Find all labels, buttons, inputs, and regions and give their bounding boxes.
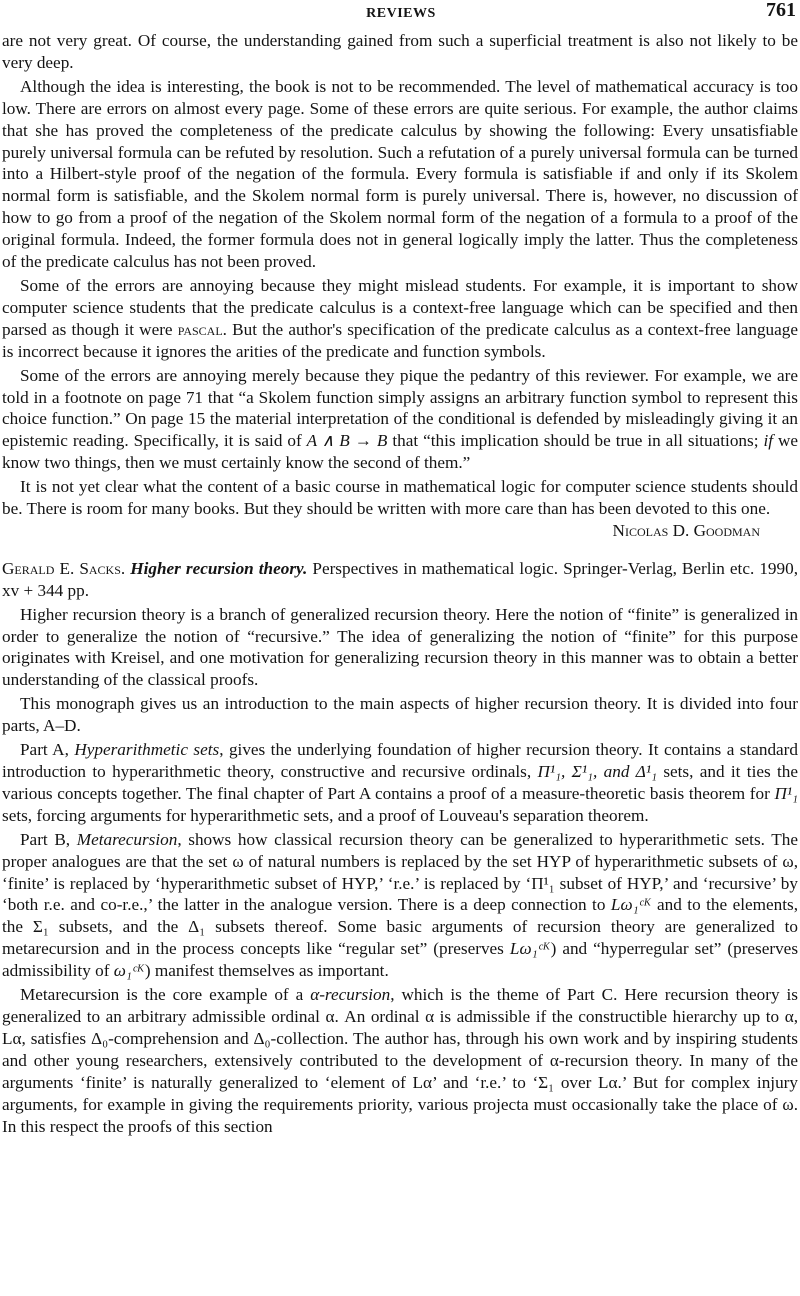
running-title: REVIEWS: [366, 6, 436, 21]
review2-p5-alpha: α-recursion: [310, 985, 391, 1005]
review1-p3-text-c: we know two things, then we must certainly know the second of them.”: [2, 431, 798, 473]
review2-author: Gerald E. Sacks.: [2, 558, 126, 578]
review2-p3-text-c: sets, forcing arguments for hyperarithmetic sets, and a proof of Louveau's separation theorem.: [2, 805, 649, 825]
page-number: 761: [766, 0, 796, 21]
review2-paragraph-5: [2, 984, 798, 1137]
review1-p2-text-b: . But the author's specification of the predicate calculus as a context-free language is incorrect because it ignores the arities of the predicate and function symbols.: [2, 319, 799, 361]
review2-p5-text-a: Metarecursion is the core example of a: [20, 985, 311, 1005]
review2-citation: Perspectives in mathematical logic. Springer-Verlag, Berlin etc. 1990, xv + 344 pp.: [2, 558, 798, 600]
review2-p4-L: Lω₁ᶜᴷ: [610, 895, 652, 915]
review2-p5-text-b: , which is the theme of Part C. Here recursion theory is generalized to an arbitrary admissible ordinal α. An ordinal α is admissible if the constructible hierarchy up to α, Lα, satisfies Δ₀-comprehension and Δ₀-collection. The author has, through his own work and by inspiring students and other young researchers, extensively contributed to the development of α-recursion theory. In many of the arguments ‘finite’ is naturally generalized to ‘element of Lα’ and ‘r.e.’ to ‘Σ₁ over Lα.’ But for complex injury arguments, for example in giving the requirements priority, various projecta must occasionally take the place of ω. In this respect the proofs of this section: [2, 985, 798, 1136]
review1-p3-if: if: [763, 431, 773, 451]
review1-p3-formula: A ∧ B → B: [306, 431, 388, 451]
review1-p2-text-a: Some of the errors are annoying because they might mislead students. For example, it is important to show computer science students that the predicate calculus is a context-free language which can be specified and then parsed as though it were: [2, 275, 798, 339]
review1-p4-text: It is not yet clear what the content of a basic course in mathematical logic for computer science students should be. There is room for many books. But they should be written with more care than has been devoted to this one.: [2, 477, 798, 519]
review1-paragraph-0: are not very great. Of course, the understanding gained from such a superficial treatment is also not likely to be very deep.: [2, 31, 798, 72]
review1-p2-pascal: pascal: [177, 319, 223, 339]
review2-p4-text-a: , shows how classical recursion theory can be generalized to hyperarithmetic sets. The proper analogues are that the set ω of natural numbers is replaced by the set HYP of hyperarithmetic subsets of ω, ‘finite’ is replaced by ‘hyperarithmetic subset of HYP,’ ‘r.e.’ is replaced by ‘Π¹₁ subset of HYP,’ and ‘recursive’ by ‘both r.e. and co-r.e.,’ the latter in the analogue version. There is a deep connection to: [2, 829, 798, 915]
review1-paragraph-3: [2, 365, 798, 475]
review2-p3-title: Hyperarithmetic sets: [74, 740, 220, 760]
review2-p4-text-d: ) manifest themselves as important.: [144, 961, 389, 981]
review1-p3-text-b: that “this implication should be true in all situations;: [387, 431, 764, 451]
review2-p4-text-c: ) and “hyperregular set” (preserves admissibility of: [2, 939, 799, 981]
review2-p3-text-a: , gives the underlying foundation of higher recursion theory. It contains a standard introduction to hyperarithmetic theory, constructive and recursive ordinals,: [2, 740, 799, 781]
review2-paragraph-2: This monograph gives us an introduction to the main aspects of higher recursion theory. It is divided into four parts, A–D.: [2, 694, 798, 736]
review1-paragraph-4: [2, 476, 798, 540]
review2-book-title: Higher recursion theory.: [130, 558, 308, 578]
review2-paragraph-4: [2, 829, 798, 982]
review2-p3-text-b: sets, and it ties the various concepts together. The final chapter of Part A contains a proof of a measure-theoretic basis theorem for: [2, 762, 798, 803]
review2-p3-part: Part A,: [20, 740, 75, 760]
review1-p3-text-a: Some of the errors are annoying merely because they pique the pedantry of this reviewer. For example, we are told in a footnote on page 71 that “a Skolem function simply assigns an arbitrary function symbol to represent this choice function.” On page 15 the material interpretation of the conditional is defended by misleadingly giving it an epistemic reading. Specifically, it is said of: [2, 365, 798, 451]
running-head: [2, 0, 800, 30]
review2-heading: [2, 558, 798, 602]
review2-p3-pi: Π¹₁: [774, 783, 798, 803]
review2-p4-omega: ω₁ᶜᴷ: [113, 961, 145, 981]
review2-p4-part: Part B,: [20, 829, 77, 849]
review2-paragraph-3: [2, 739, 798, 827]
review2-p4-text-b: and to the elements, the Σ₁ subsets, and the Δ₁ subsets thereof. Some basic arguments of recursion theory are generalized to metarecursion and in the process concepts like “regular set” (preserves: [2, 895, 798, 959]
review2-p4-L2: Lω₁ᶜᴷ: [509, 939, 551, 959]
review1-paragraph-1: Although the idea is interesting, the book is not to be recommended. The level of mathematical accuracy is too low. There are errors on almost every page. Some of these errors are quite serious. For example, the author claims that she has proved the completeness of the predicate calculus by showing the following: Every unsatisfiable purely universal formula can be refuted by resolution. Such a refutation of a purely universal formula can be turned into a Hilbert-style proof of the negation of the formula. Every formula is satisfiable if and only if its Skolem normal form is satisfiable, and the Skolem normal form is purely universal. There is, however, no discussion of how to go from a proof of the negation of the Skolem normal form of the negation of a formula to a proof of the original formula. Indeed, the former formula does not in general logically imply the latter. Thus the completeness of the predicate calculus has not been proved.: [2, 76, 798, 272]
reviewer-signature: Nicolas D. Goodman: [612, 520, 760, 540]
review2-p3-classes: Π¹₁, Σ¹₁, and Δ¹₁: [537, 762, 657, 781]
review1-paragraph-2: [2, 275, 798, 363]
review2-p4-title: Metarecursion: [76, 829, 178, 849]
review2-paragraph-1: Higher recursion theory is a branch of generalized recursion theory. Here the notion of “finite” is generalized in order to generalize the notion of “recursive.” The idea of generalizing the notion of “finite” for this purpose originates with Kreisel, and one motivation for generalizing recursion theory in this manner was to obtain a better understanding of the classical proofs.: [2, 604, 798, 690]
article-body: [2, 30, 798, 1137]
